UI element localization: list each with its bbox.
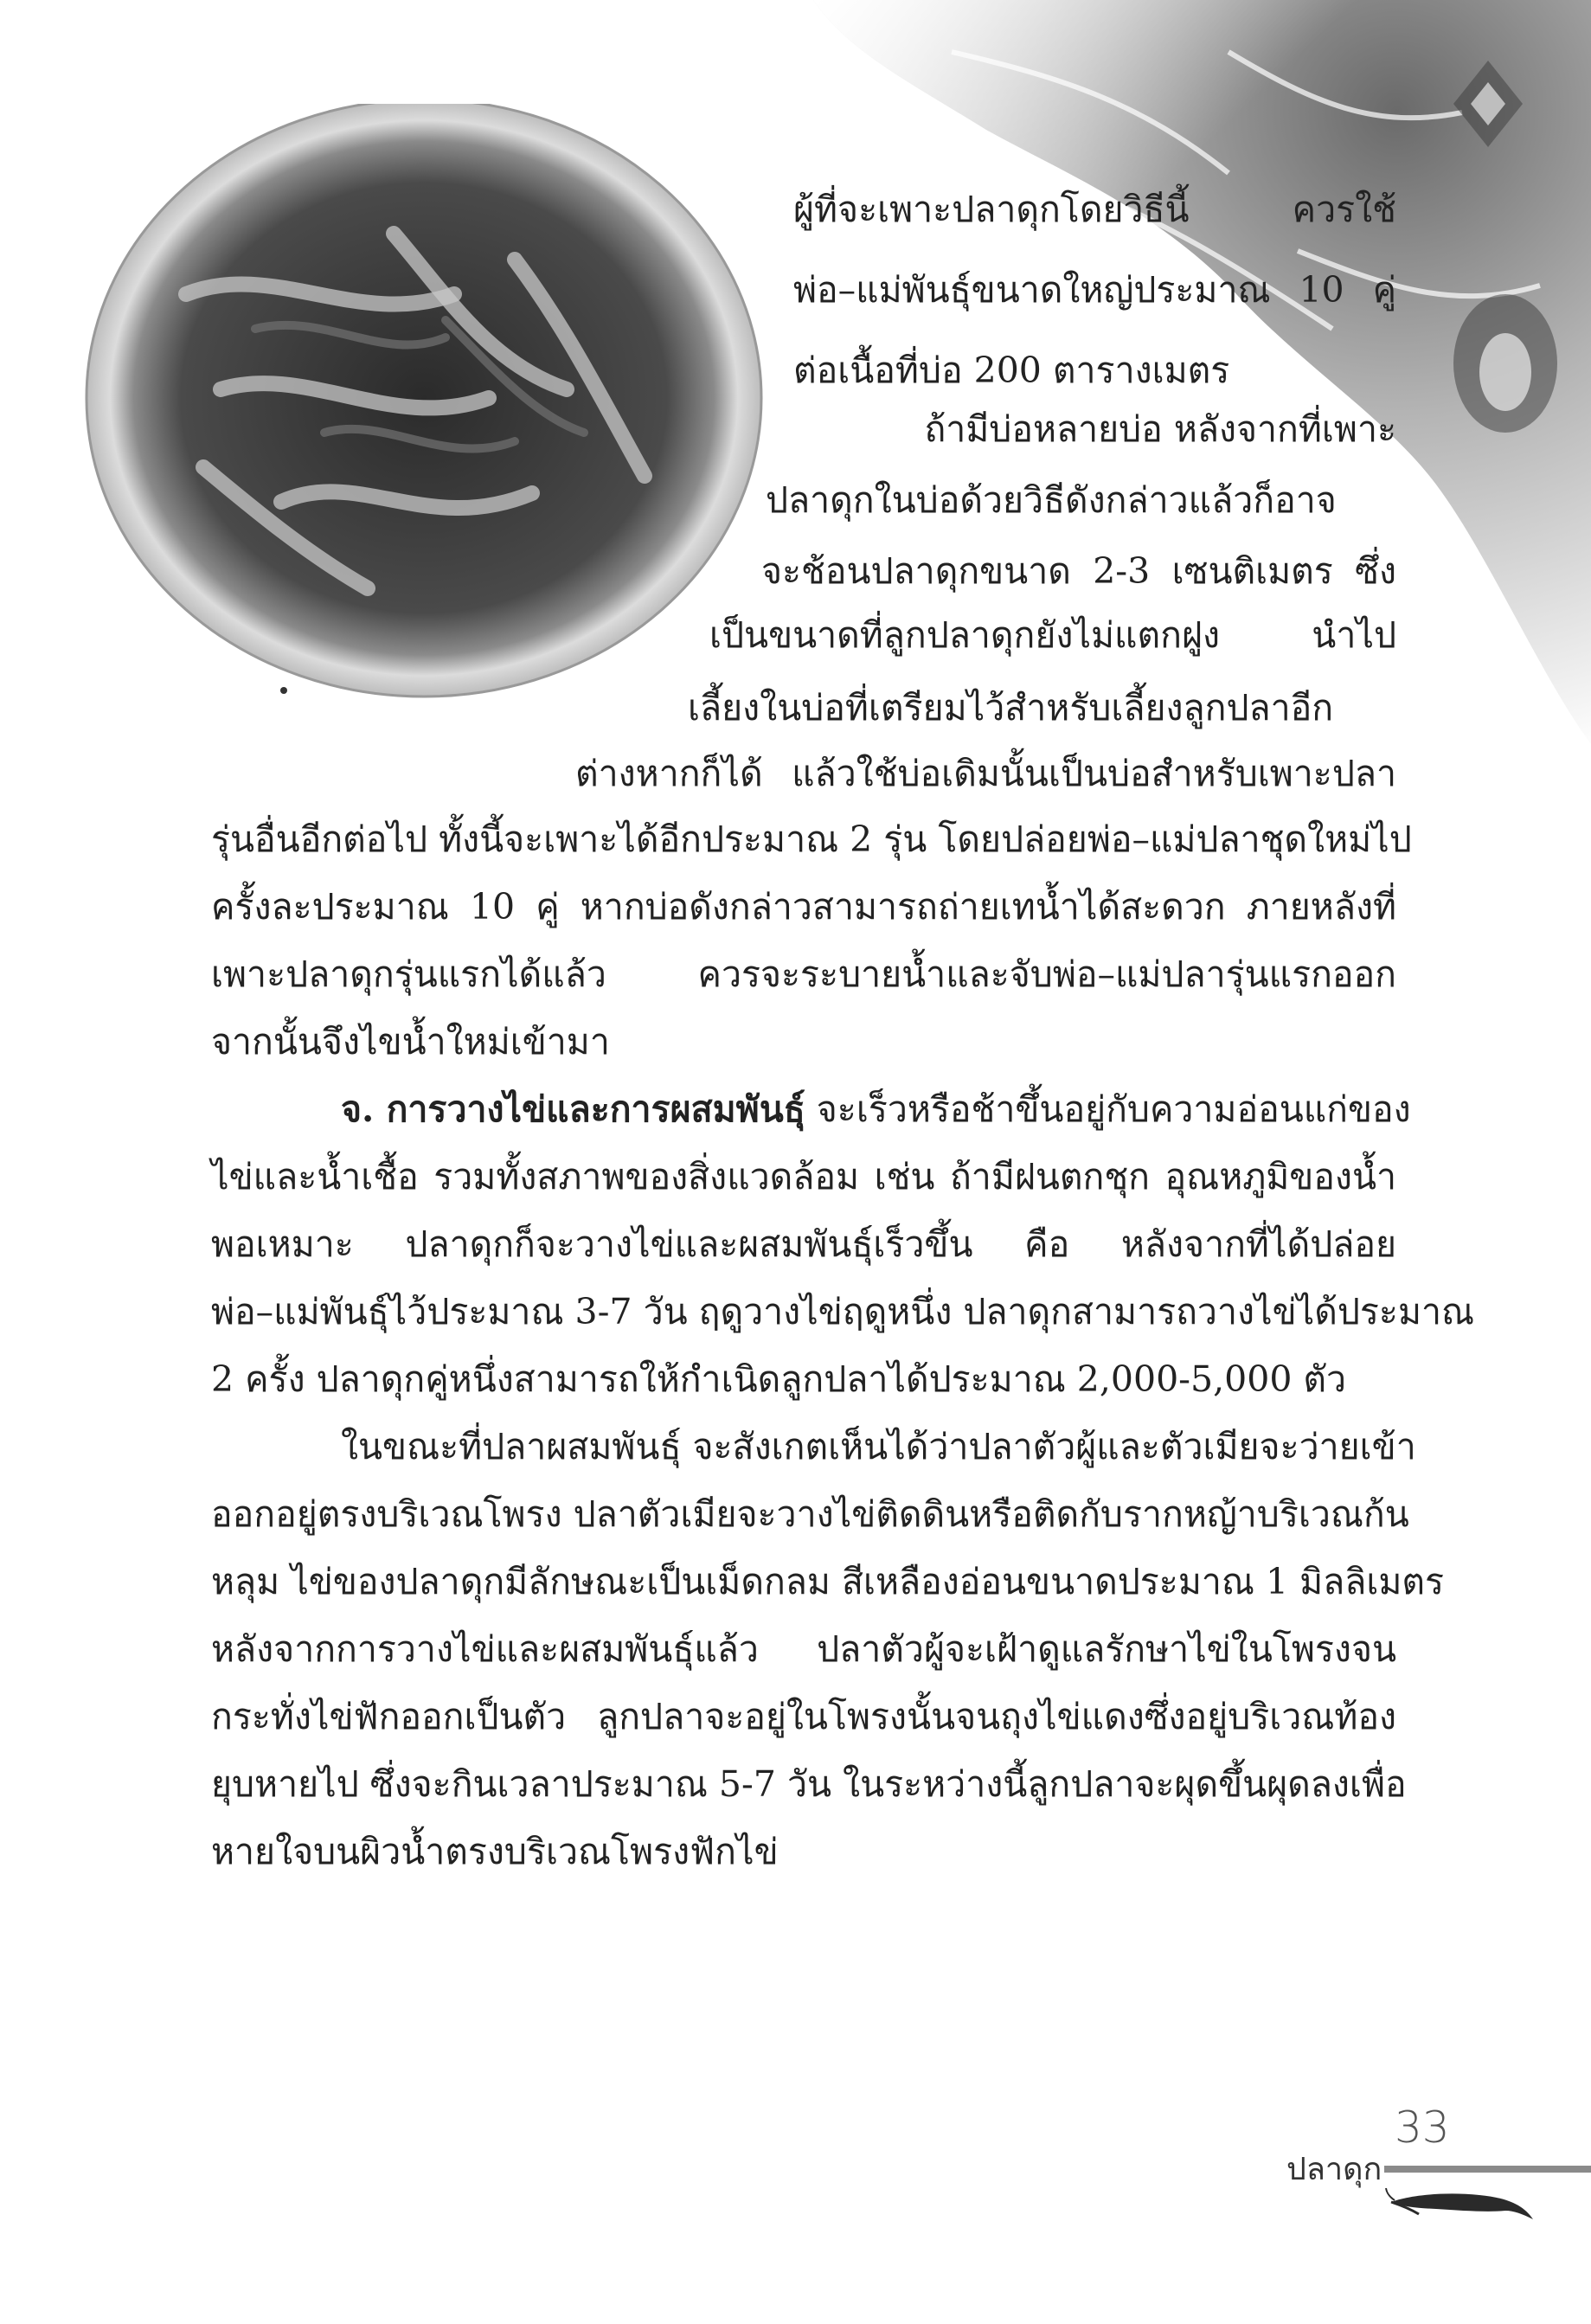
text-line: ออกอยู่ตรงบริเวณโพรง ปลาตัวเมียจะวางไข่ติดดินหรือติดกับรากหญ้าบริเวณก้น — [211, 1493, 1409, 1535]
section-heading: จ. การวางไข่และการผสมพันธุ์ — [341, 1088, 805, 1130]
book-title: ปลาดุก — [1286, 2152, 1383, 2187]
footer-divider — [1384, 2166, 1591, 2173]
text-line: พอเหมาะ ปลาดุกก็จะวางไข่และผสมพันธุ์เร็วขึ้น คือ หลังจากที่ได้ปล่อย — [211, 1223, 1396, 1265]
text-line: ต่างหากก็ได้ แล้วใช้บ่อเดิมนั้นเป็นบ่อสำหรับเพาะปลา — [575, 753, 1396, 794]
catfish-silhouette-icon — [1384, 2176, 1540, 2237]
text-line: ครั้งละประมาณ 10 คู่ หากบ่อดังกล่าวสามารถถ่ายเทน้ำได้สะดวก ภายหลังที่ — [211, 886, 1396, 928]
text-line: ยุบหายไป ซึ่งจะกินเวลาประมาณ 5-7 วัน ในระหว่างนี้ลูกปลาจะผุดขึ้นผุดลงเพื่อ — [211, 1763, 1407, 1805]
text-line: เป็นขนาดที่ลูกปลาดุกยังไม่แตกฝูง นำไป — [709, 614, 1396, 656]
text-line: จะช้อนปลาดุกขนาด 2-3 เซนติเมตร ซึ่ง — [761, 550, 1396, 592]
text-line: ต่อเนื้อที่บ่อ 200 ตารางเมตร — [793, 350, 1230, 391]
section-paragraph-first-line — [211, 1083, 1411, 1135]
text-line: 2 ครั้ง ปลาดุกคู่หนึ่งสามารถให้กำเนิดลูกปลาได้ประมาณ 2,000-5,000 ตัว — [211, 1358, 1347, 1400]
bowl-of-catfish-photo-icon — [82, 104, 766, 718]
text-line: ถ้ามีบ่อหลายบ่อ หลังจากที่เพาะ — [924, 408, 1396, 450]
text-line: เลี้ยงในบ่อที่เตรียมไว้สำหรับเลี้ยงลูกปลาอีก — [688, 687, 1334, 729]
text-line: จะเร็วหรือช้าขึ้นอยู่กับความอ่อนแก่ของ — [805, 1088, 1411, 1130]
text-line: จากนั้นจึงไขน้ำใหม่เข้ามา — [211, 1021, 610, 1062]
text-line: ผู้ที่จะเพาะปลาดุกโดยวิธีนี้ ควรใช้ — [793, 189, 1396, 230]
text-line: ปลาดุกในบ่อด้วยวิธีดังกล่าวแล้วก็อาจ — [766, 479, 1337, 521]
text-line: หลังจากการวางไข่และผสมพันธุ์แล้ว ปลาตัวผู้จะเฝ้าดูแลรักษาไข่ในโพรงจน — [211, 1628, 1396, 1670]
text-line: กระทั่งไข่ฟักออกเป็นตัว ลูกปลาจะอยู่ในโพรงนั้นจนถุงไข่แดงซึ่งอยู่บริเวณท้อง — [211, 1696, 1396, 1737]
text-line: หลุม ไข่ของปลาดุกมีลักษณะเป็นเม็ดกลม สีเหลืองอ่อนขนาดประมาณ 1 มิลลิเมตร — [211, 1561, 1445, 1602]
text-line: ไข่และน้ำเชื้อ รวมทั้งสภาพของสิ่งแวดล้อม เช่น ถ้ามีฝนตกชุก อุณหภูมิของน้ำ — [211, 1156, 1396, 1197]
text-line: พ่อ–แม่พันธุ์ขนาดใหญ่ประมาณ 10 คู่ — [793, 269, 1396, 311]
text-line: หายใจบนผิวน้ำตรงบริเวณโพรงฟักไข่ — [211, 1831, 779, 1872]
page-number: 33 — [1395, 2103, 1450, 2153]
text-line: พ่อ–แม่พันธุ์ไว้ประมาณ 3-7 วัน ฤดูวางไข่ฤดูหนึ่ง ปลาดุกสามารถวางไข่ได้ประมาณ — [211, 1291, 1475, 1332]
text-line: รุ่นอื่นอีกต่อไป ทั้งนี้จะเพาะได้อีกประมาณ 2 รุ่น โดยปล่อยพ่อ–แม่ปลาชุดใหม่ไป — [211, 819, 1412, 860]
text-line: ในขณะที่ปลาผสมพันธุ์ จะสังเกตเห็นได้ว่าปลาตัวผู้และตัวเมียจะว่ายเข้า — [341, 1426, 1416, 1467]
text-line: เพาะปลาดุกรุ่นแรกได้แล้ว ควรจะระบายน้ำและจับพ่อ–แม่ปลารุ่นแรกออก — [211, 953, 1396, 995]
